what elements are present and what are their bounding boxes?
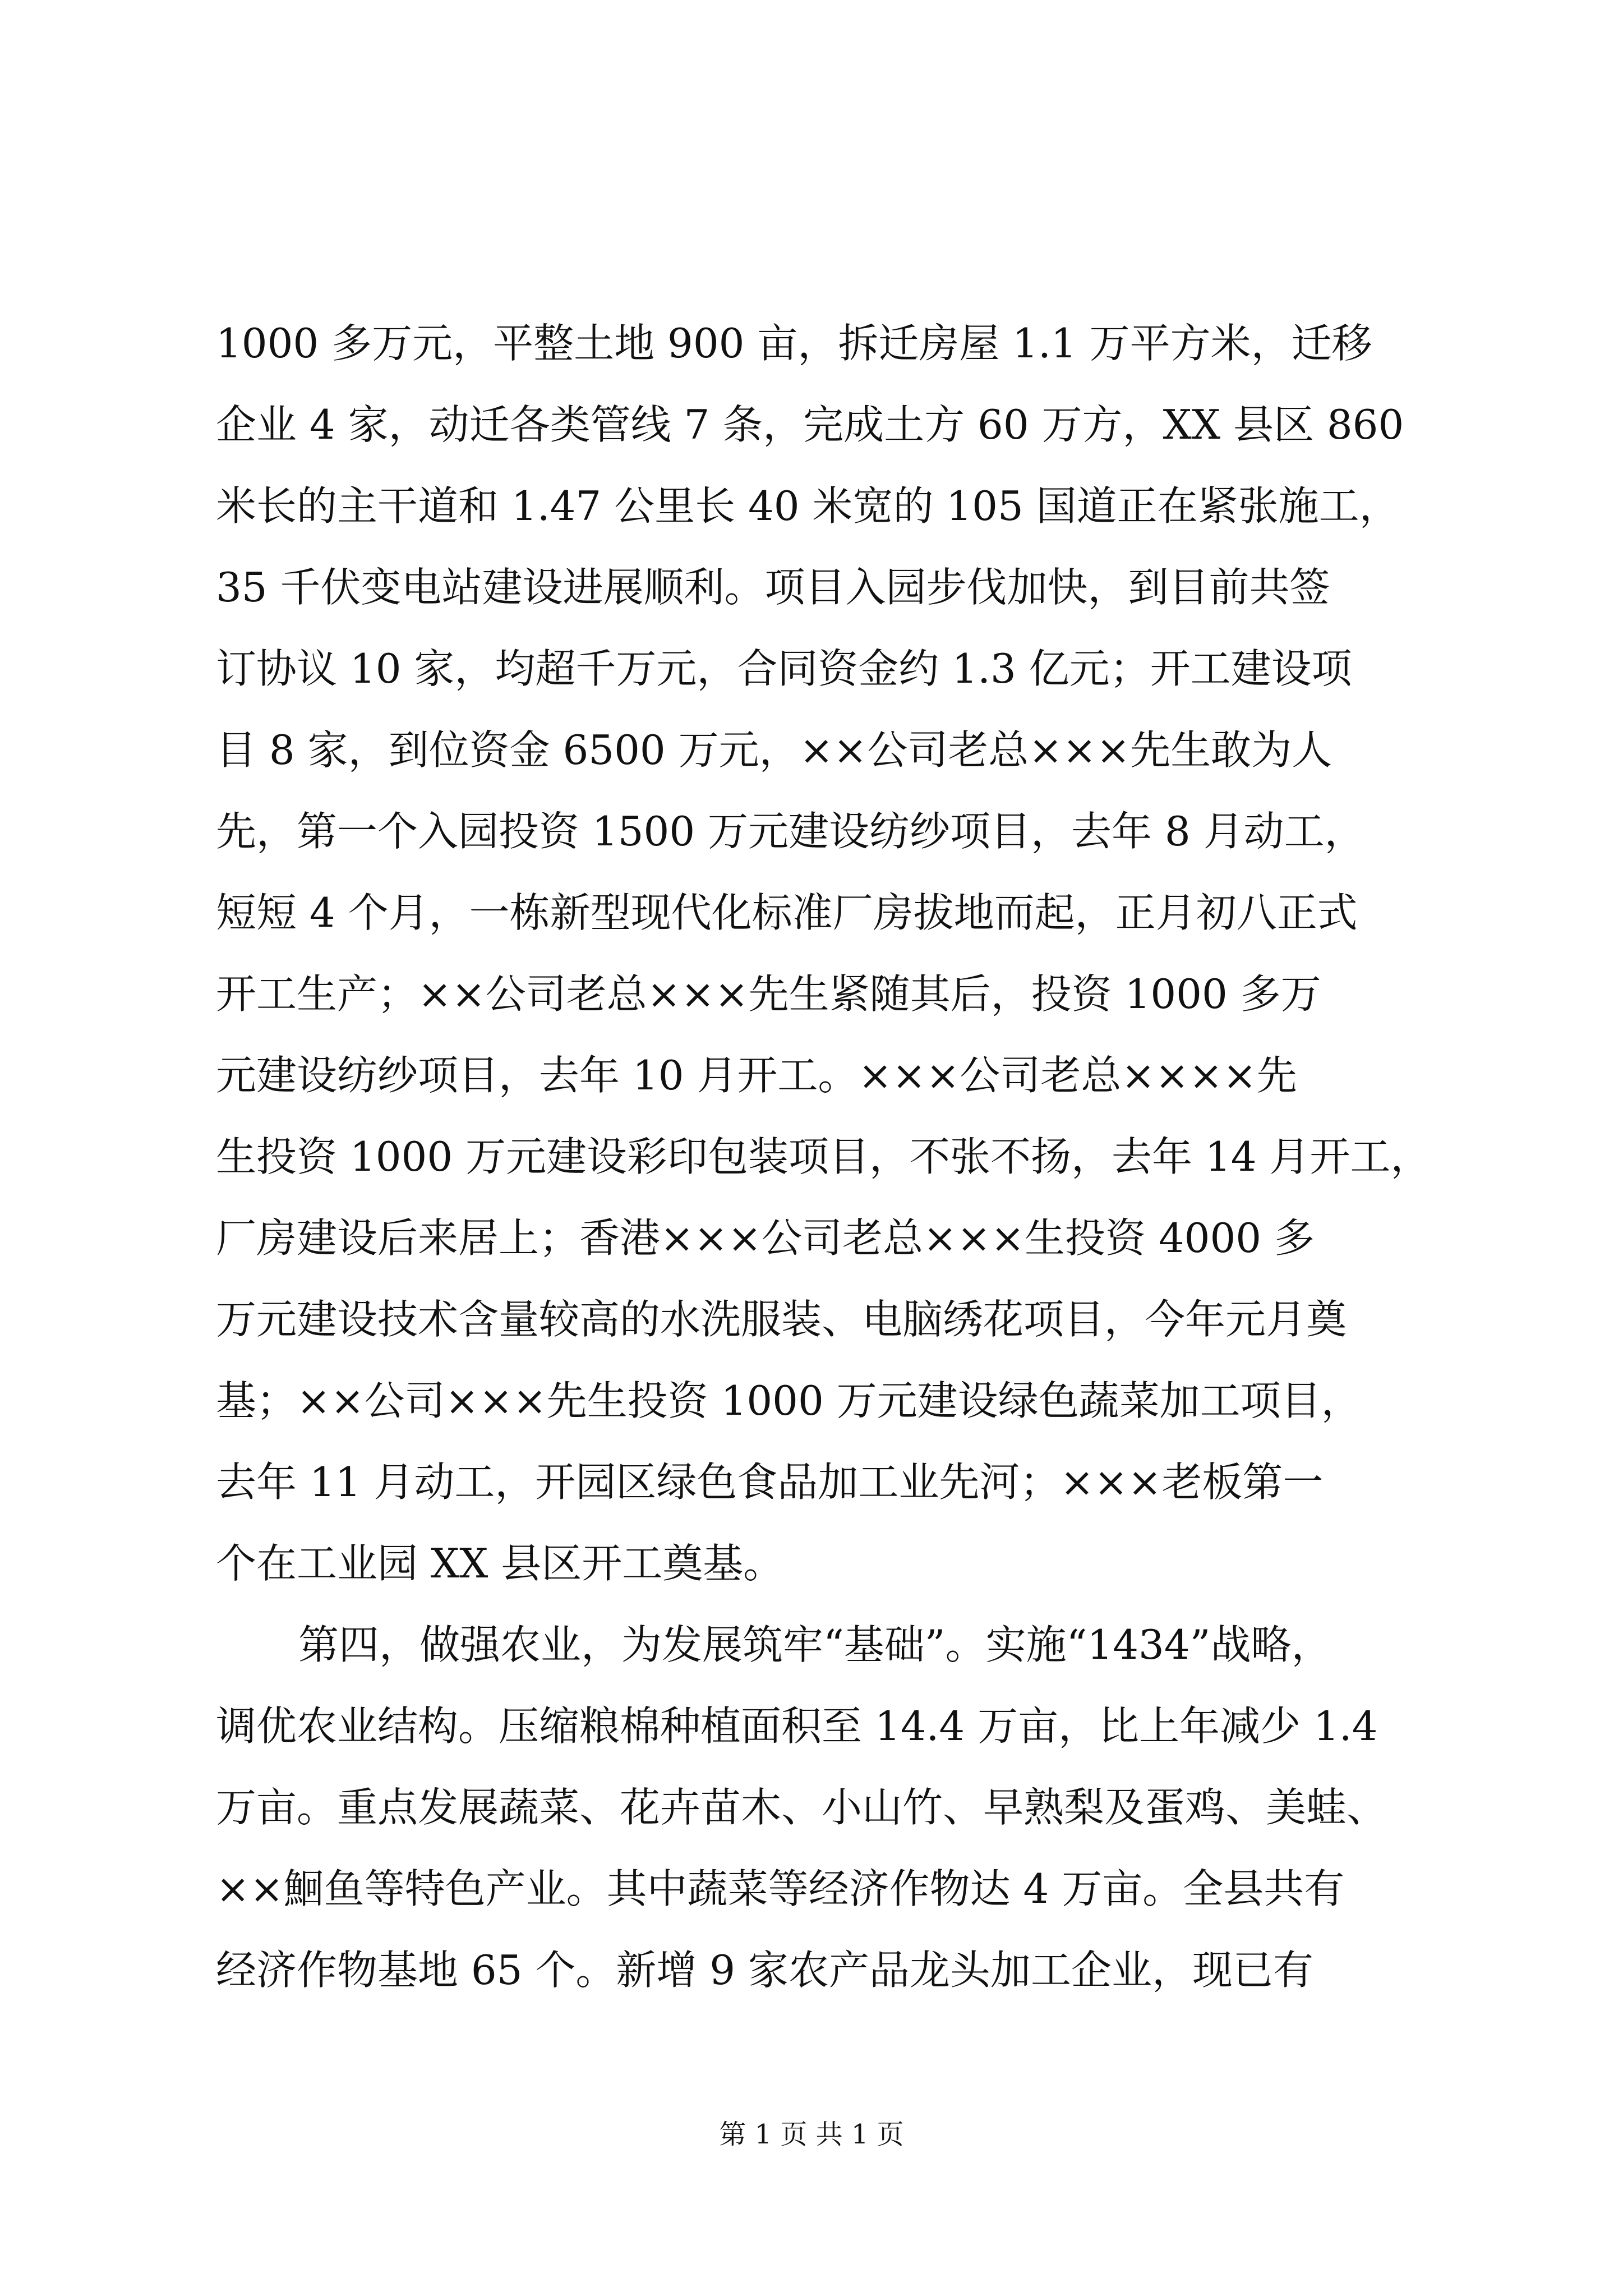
text-line: 个在工业园 XX 县区开工奠基。 <box>216 1540 784 1587</box>
text-line: ××鮰鱼等特色产业。其中蔬菜等经济作物达 4 万亩。全县共有 <box>216 1865 1345 1912</box>
page-footer <box>0 2118 1623 2151</box>
text-line: 35 千伏变电站建设进展顺利。项目入园步伐加快，到目前共签 <box>216 564 1330 611</box>
text-line: 万元建设技术含量较高的水洗服装、电脑绣花项目，今年元月奠 <box>216 1296 1347 1343</box>
text-line: 元建设纺纱项目，去年 10 月开工。×××公司老总××××先 <box>216 1052 1297 1099</box>
paragraph-start-line: 第四，做强农业，为发展筑牢“基础”。实施“1434”战略， <box>298 1621 1332 1668</box>
text-line: 企业 4 家，动迁各类管线 7 条，完成土方 60 万方，XX 县区 860 <box>216 401 1404 448</box>
text-line: 厂房建设后来居上；香港×××公司老总×××生投资 4000 多 <box>216 1214 1315 1262</box>
text-line: 1000 多万元，平整土地 900 亩，拆迁房屋 1.1 万平方米，迁移 <box>216 320 1372 367</box>
text-line: 万亩。重点发展蔬菜、花卉苗木、小山竹、早熟梨及蛋鸡、美蛙、 <box>216 1784 1387 1831</box>
page-number-label: 第 1 页 共 1 页 <box>719 2119 904 2150</box>
text-line: 目 8 家，到位资金 6500 万元，××公司老总×××先生敢为人 <box>216 726 1332 774</box>
body-text <box>216 303 1455 2011</box>
text-line: 基；××公司×××先生投资 1000 万元建设绿色蔬菜加工项目， <box>216 1377 1362 1424</box>
text-line: 调优农业结构。压缩粮棉种植面积至 14.4 万亩，比上年减少 1.4 <box>216 1703 1378 1750</box>
text-line: 先，第一个入园投资 1500 万元建设纺纱项目，去年 8 月动工， <box>216 808 1365 855</box>
text-line: 开工生产；××公司老总×××先生紧随其后，投资 1000 多万 <box>216 970 1321 1018</box>
text-line: 短短 4 个月，一栋新型现代化标准厂房拔地而起，正月初八正式 <box>216 889 1358 936</box>
text-line: 生投资 1000 万元建设彩印包装项目，不张不扬，去年 14 月开工， <box>216 1133 1431 1180</box>
text-line: 订协议 10 家，均超千万元，合同资金约 1.3 亿元；开工建设项 <box>216 645 1352 692</box>
text-line: 经济作物基地 65 个。新增 9 家农产品龙头加工企业，现已有 <box>216 1947 1313 1994</box>
text-line: 去年 11 月动工，开园区绿色食品加工业先河；×××老板第一 <box>216 1458 1324 1506</box>
text-line: 米长的主干道和 1.47 公里长 40 米宽的 105 国道正在紧张施工， <box>216 482 1400 530</box>
